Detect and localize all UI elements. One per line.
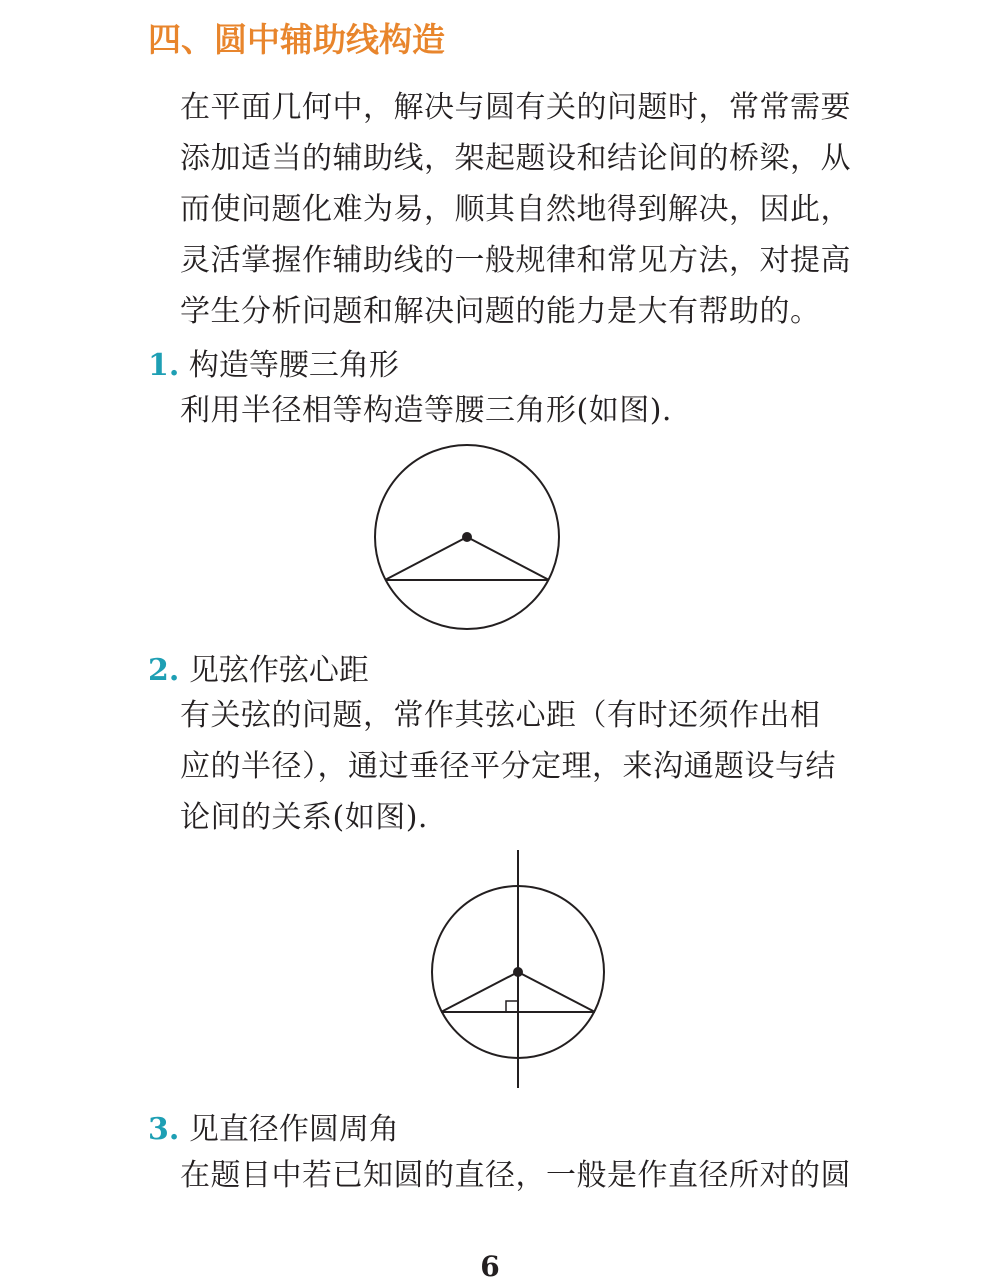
intro-line: 在平面几何中，解决与圆有关的问题时，常常需要 — [180, 90, 851, 125]
item-2-body — [180, 690, 860, 843]
item-3-body — [180, 1150, 860, 1201]
body-line: 应的半径），通过垂径平分定理，来沟通题设与结 — [180, 749, 836, 784]
body-line: 有关弦的问题，常作其弦心距（有时还须作出相 — [180, 698, 821, 733]
item-1-body — [180, 385, 860, 436]
figure-chord-distance — [425, 848, 611, 1090]
body-line: 在题目中若已知圆的直径，一般是作直径所对的圆 — [180, 1158, 851, 1193]
item-title: 构造等腰三角形 — [188, 348, 399, 383]
body-line: 利用半径相等构造等腰三角形(如图). — [180, 393, 672, 428]
body-line: 论间的关系(如图). — [180, 800, 428, 835]
item-3-heading — [148, 1104, 399, 1148]
intro-line: 学生分析问题和解决问题的能力是大有帮助的。 — [180, 294, 821, 329]
radius — [385, 537, 467, 580]
radius — [467, 537, 549, 580]
intro-line: 而使问题化难为易，顺其自然地得到解决，因此， — [180, 192, 851, 227]
item-number: 2. — [148, 653, 180, 688]
center-point — [513, 967, 523, 977]
item-2-heading — [148, 645, 369, 689]
item-title: 见弦作弦心距 — [188, 653, 369, 688]
page-number: 6 — [480, 1250, 500, 1283]
center-point — [462, 532, 472, 542]
section-heading: 四、圆中辅助线构造 — [148, 20, 445, 59]
figure-isosceles-triangle — [370, 440, 566, 636]
radius — [518, 972, 595, 1012]
item-1-heading — [148, 340, 399, 384]
intro-paragraph — [180, 82, 860, 337]
right-angle-mark — [506, 1001, 518, 1012]
item-number: 3. — [148, 1112, 180, 1147]
intro-line: 灵活掌握作辅助线的一般规律和常见方法，对提高 — [180, 243, 851, 278]
item-title: 见直径作圆周角 — [188, 1112, 399, 1147]
intro-line: 添加适当的辅助线，架起题设和结论间的桥梁，从 — [180, 141, 851, 176]
item-number: 1. — [148, 348, 180, 383]
